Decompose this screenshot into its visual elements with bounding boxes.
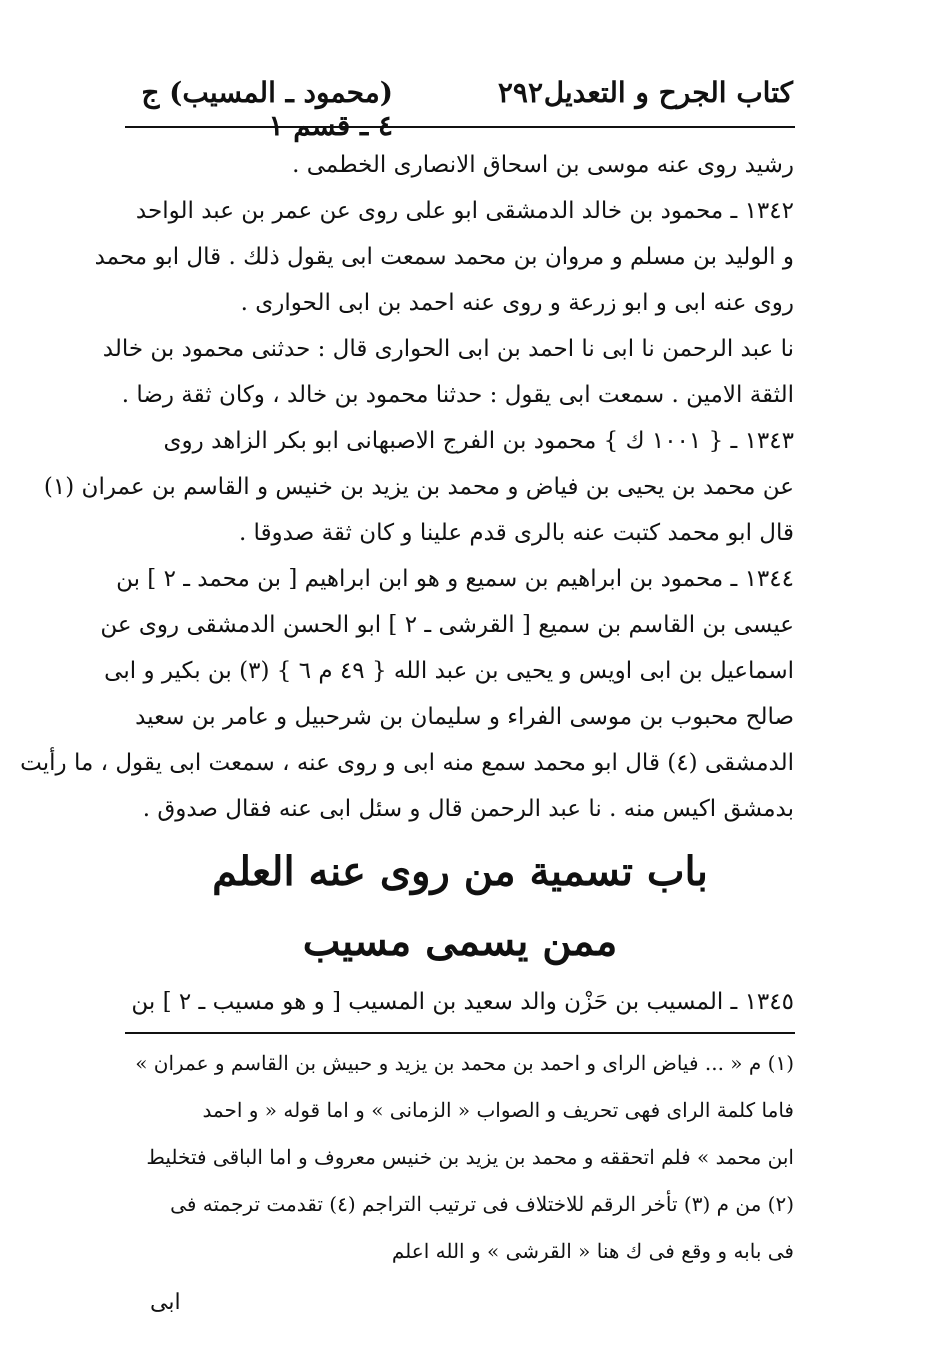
footnote-line: فى بابه و وقع فى ك هنا « القرشى » و الله اعلم: [391, 1239, 794, 1263]
book-title: كتاب الجرح و التعديل: [543, 76, 793, 109]
body-line: ١٣٤٣ ـ { ١٠٠١ ك } محمود بن الفرج الاصبهانى ابو بكر الزاهد روى: [163, 428, 794, 454]
section-reference: (محمود ـ المسيب) ج ٤ ـ قسم ١: [141, 76, 393, 142]
body-line: نا عبد الرحمن نا ابى نا احمد بن ابى الحوارى قال : حدثنى محمود بن خالد: [102, 336, 794, 362]
body-line: عن محمد بن يحيى بن فياض و محمد بن يزيد بن خنيس و القاسم بن عمران (١): [43, 474, 794, 500]
footnotes: [126, 1040, 794, 1275]
catchword: ابى: [150, 1290, 181, 1315]
body-line: ١٣٤٤ ـ محمود بن ابراهيم بن سميع و هو ابن ابراهيم [ بن محمد ـ ٢ ] بن: [116, 566, 794, 592]
entry-1345-line: ١٣٤٥ ـ المسيب بن حَزْن والد سعيد بن المسيب [ و هو مسيب ـ ٢ ] بن: [131, 989, 794, 1015]
footnote-line: (٢) من م (٣) تأخر الرقم للاختلاف فى ترتيب التراجم (٤) تقدمت ترجمته فى: [170, 1192, 794, 1216]
footnote-line: ابن محمد » فلم اتحققه و محمد بن يزيد بن خنيس معروف و اما الباقى فتخليط: [146, 1145, 794, 1169]
running-header: [128, 70, 793, 142]
body-line: روى عنه ابى و ابو زرعة و روى عنه احمد بن ابى الحوارى .: [240, 290, 794, 316]
section-heading: باب تسمية من روى عنه العلم: [212, 848, 708, 895]
body-line: عيسى بن القاسم بن سميع [ القرشى ـ ٢ ] ابو الحسن الدمشقى روى عن: [100, 612, 794, 638]
footnote-line: (١) م « ... فياض الراى و احمد بن محمد بن يزيد و حبيش بن القاسم و عمران »: [135, 1051, 794, 1075]
body-line: رشيد روى عنه موسى بن اسحاق الانصارى الخطمى .: [292, 152, 794, 178]
body-line: ١٣٤٢ ـ محمود بن خالد الدمشقى ابو على روى عن عمر بن عبد الواحد: [135, 198, 794, 224]
body-line: و الوليد بن مسلم و مروان بن محمد سمعت ابى يقول ذلك . قال ابو محمد: [94, 244, 794, 270]
body-line: صالح محبوب بن موسى الفراء و سليمان بن شرحبيل و عامر بن سعيد: [135, 704, 794, 730]
body-line: الثقة الامين . سمعت ابى يقول : حدثنا محمود بن خالد ، وكان ثقة رضا .: [121, 382, 794, 408]
footnote-line: فاما كلمة الراى فهى تحريف و الصواب « الزمانى » و اما قوله « و احمد: [202, 1098, 794, 1122]
page-number: ٢٩٢: [497, 76, 543, 109]
header-rule: [125, 126, 795, 128]
section-subheading: ممن يسمى مسيب: [302, 918, 618, 965]
footnote-rule: [125, 1032, 795, 1034]
body-line: الدمشقى (٤) قال ابو محمد سمع منه ابى و روى عنه ، سمعت ابى يقول ، ما رأيت: [20, 750, 794, 776]
body-text: [20, 142, 794, 832]
body-line: اسماعيل بن ابى اويس و يحيى بن عبد الله { ٤٩ م ٦ } (٣) بن بكير و ابى: [104, 658, 794, 684]
body-line: قال ابو محمد كتبت عنه بالرى قدم علينا و كان ثقة صدوقا .: [238, 520, 794, 546]
body-line: بدمشق اكيس منه . نا عبد الرحمن قال و سئل ابى عنه فقال صدوق .: [142, 796, 794, 822]
